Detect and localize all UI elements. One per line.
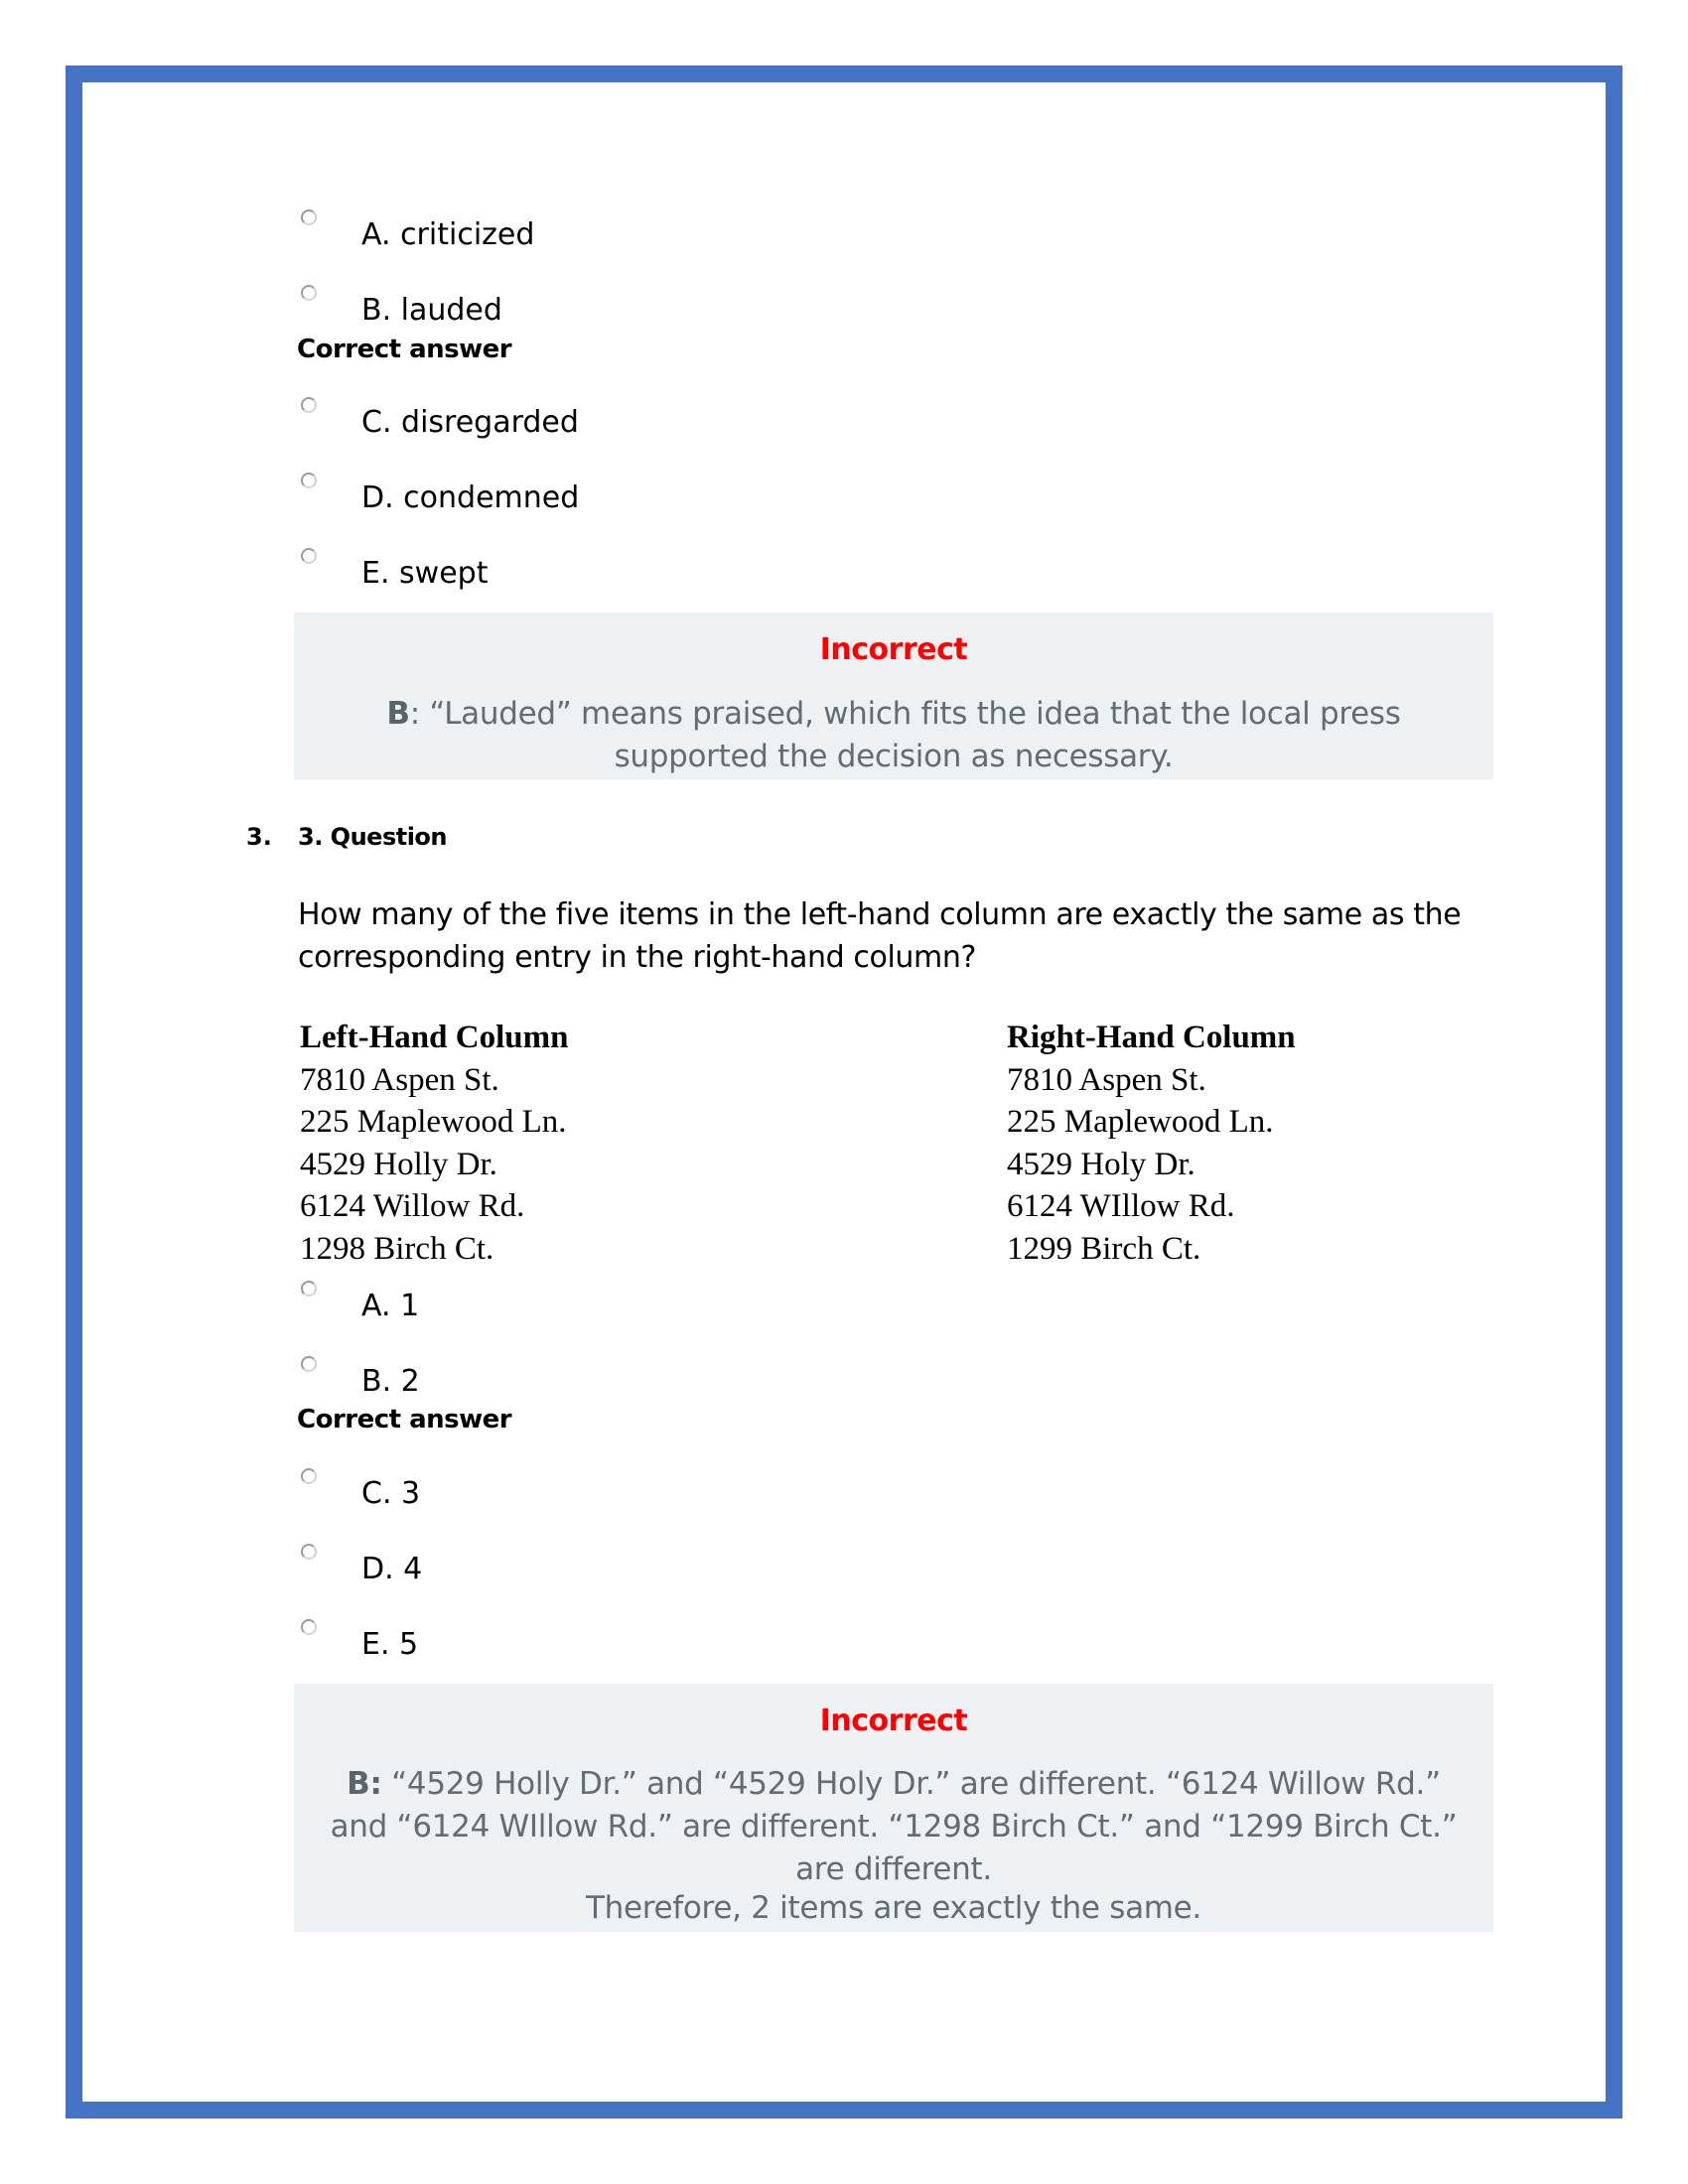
correct-answer-label: Correct answer [297,1405,512,1434]
option-b-label: B. 2 [361,1364,420,1399]
left-hand-column [300,1017,568,1270]
right-item: 6124 WIllow Rd. [1007,1188,1235,1224]
radio-option-d[interactable] [301,1544,317,1560]
question-title: 3. Question [298,823,447,851]
option-e-label: E. swept [361,556,489,591]
left-column-header: Left-Hand Column [300,1020,569,1055]
feedback-explanation [314,1763,1474,1891]
radio-option-e[interactable] [301,1619,317,1635]
left-item: 1298 Birch Ct. [300,1230,494,1267]
explanation-text: : “Lauded” means praised, which fits the idea that the local press supported the decision as necessary. [409,696,1401,774]
right-item: 1299 Birch Ct. [1007,1230,1201,1267]
left-item: 6124 Willow Rd. [300,1188,525,1224]
option-d-label: D. condemned [361,480,580,515]
right-item: 4529 Holy Dr. [1007,1146,1196,1182]
left-item: 225 Maplewood Ln. [300,1104,567,1140]
answer-key: B: [347,1766,382,1802]
answer-key: B [386,696,410,732]
option-a-label: A. 1 [361,1289,420,1323]
option-c-label: C. disregarded [361,405,579,440]
option-e-label: E. 5 [361,1627,419,1662]
feedback-box-q3 [294,1684,1493,1932]
right-item: 225 Maplewood Ln. [1007,1104,1274,1140]
feedback-status: Incorrect [819,632,968,667]
right-hand-column [1007,1017,1296,1270]
radio-option-b[interactable] [301,285,317,301]
feedback-conclusion: Therefore, 2 items are exactly the same. [585,1890,1201,1926]
radio-option-d[interactable] [301,473,317,488]
explanation-text: “4529 Holly Dr.” and “4529 Holy Dr.” are different. “6124 Willow Rd.” and “6124 WIllow Rd.” are different. “1298 Birch Ct.” and “1299 Birch Ct.” are different. [330,1766,1458,1887]
option-c-label: C. 3 [361,1476,421,1511]
option-d-label: D. 4 [361,1552,423,1586]
right-column-header: Right-Hand Column [1007,1020,1296,1055]
option-a-label: A. criticized [361,217,535,252]
feedback-status: Incorrect [819,1704,968,1738]
radio-option-a[interactable] [301,1281,317,1297]
question-prompt: How many of the five items in the left-hand column are exactly the same as the corresponding entry in the right-hand column? [298,897,1462,975]
radio-option-b[interactable] [301,1356,317,1372]
question-list-number: 3. [246,823,272,851]
radio-option-a[interactable] [301,209,317,225]
left-item: 7810 Aspen St. [300,1061,499,1098]
feedback-explanation [314,693,1474,778]
option-b-label: B. lauded [361,293,502,328]
left-item: 4529 Holly Dr. [300,1146,497,1182]
radio-option-c[interactable] [301,1468,317,1484]
feedback-box-q2 [294,613,1493,779]
right-item: 7810 Aspen St. [1007,1061,1206,1098]
correct-answer-label: Correct answer [297,335,512,364]
radio-option-e[interactable] [301,548,317,564]
radio-option-c[interactable] [301,397,317,413]
